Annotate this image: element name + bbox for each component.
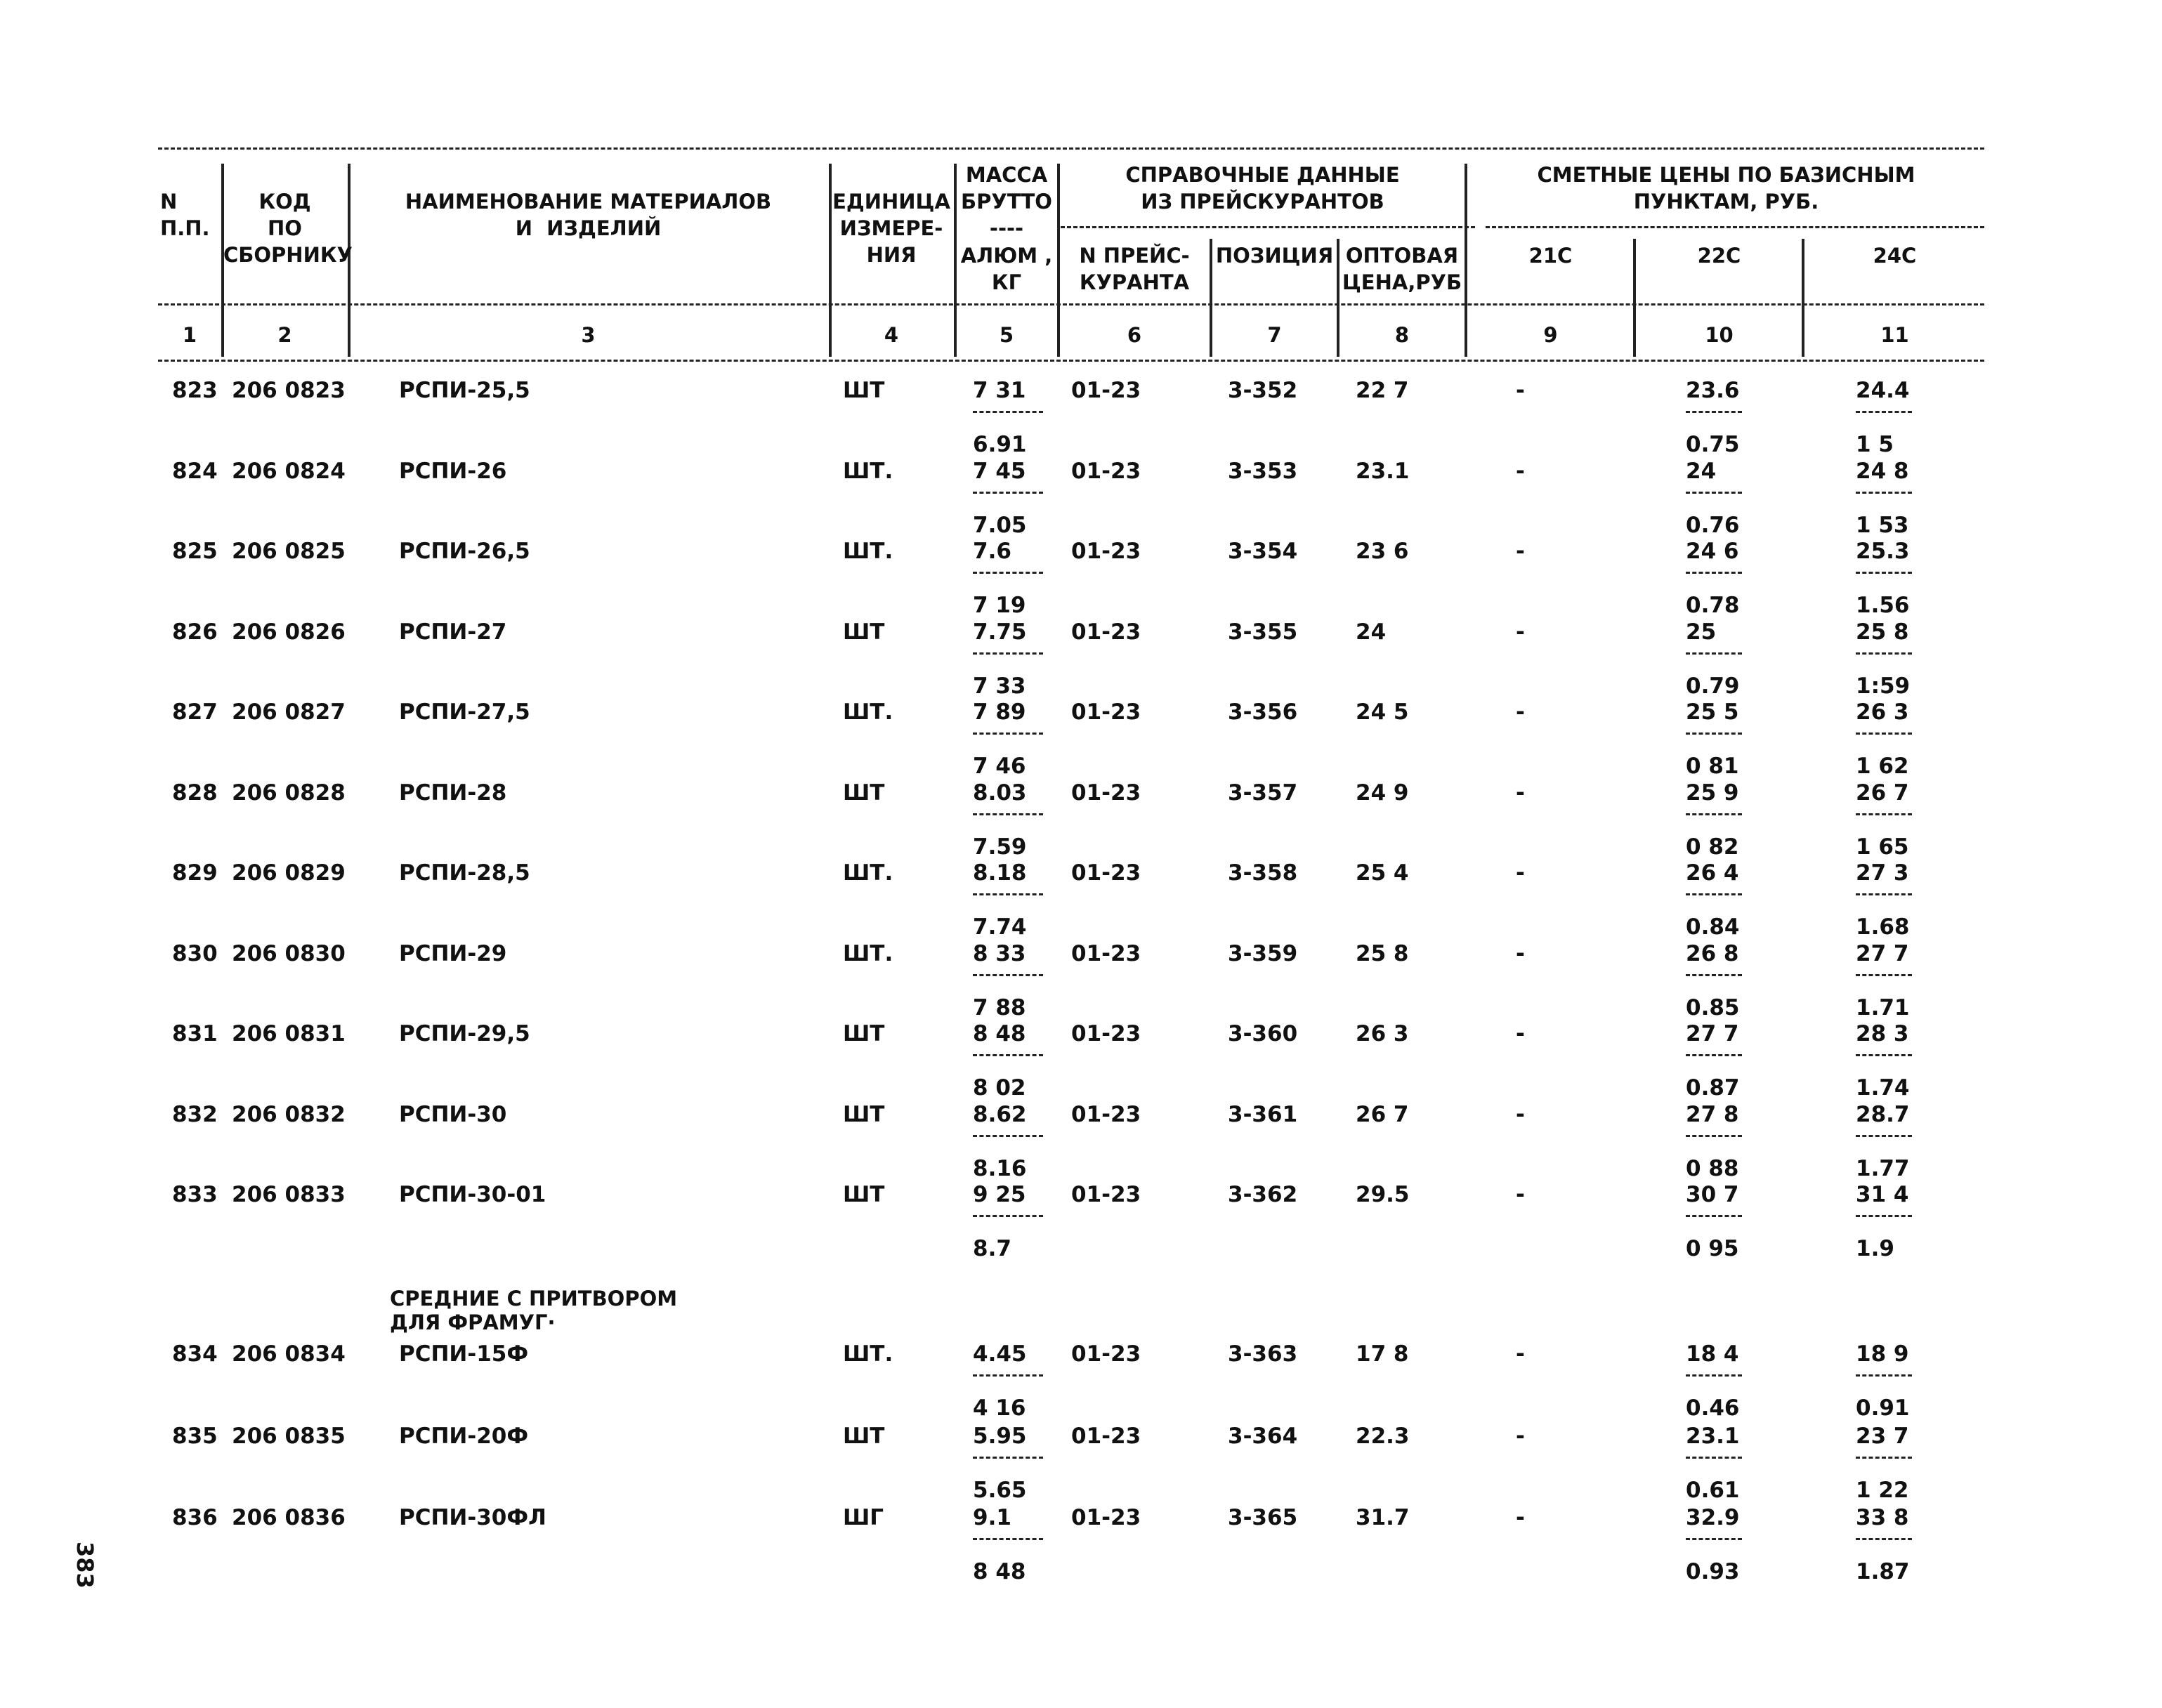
fraction-rule [1856, 974, 1912, 976]
col9-header: 21С [1528, 244, 1573, 268]
row-price-21c: - [1516, 1021, 1525, 1046]
row-number: 828 [172, 780, 218, 806]
row-unit: ШТ. [843, 940, 893, 966]
row-code: 206 0836 [232, 1505, 346, 1530]
row-price-22c: 24 [1686, 458, 1717, 484]
row-pricelist-number: 01-23 [1071, 619, 1141, 645]
row-price-22c-transport: 0.84 [1686, 914, 1740, 940]
row-pricelist-number: 01-23 [1071, 780, 1141, 806]
row-number: 824 [172, 458, 218, 484]
row-price-21c: - [1516, 619, 1525, 645]
row-pricelist-number: 01-23 [1071, 378, 1141, 403]
row-unit: ШТ. [843, 539, 893, 564]
row-price-21c: - [1516, 539, 1525, 564]
col5-header-bottom: АЛЮМ , КГ [960, 244, 1053, 294]
row-price-24c: 26 7 [1856, 780, 1909, 806]
row-unit: ШТ [843, 1423, 885, 1449]
fraction-rule [1686, 411, 1742, 413]
row-price-24c-transport: 1.77 [1856, 1155, 1910, 1181]
fraction-rule [1686, 1374, 1742, 1377]
row-price-24c-transport: 1.9 [1856, 1236, 1894, 1261]
row-price-24c: 31 4 [1856, 1182, 1909, 1207]
row-position: 3-352 [1228, 378, 1298, 403]
row-pricelist-number: 01-23 [1071, 1341, 1141, 1367]
row-price-24c: 28.7 [1856, 1101, 1910, 1127]
row-unit: ШТ. [843, 699, 893, 725]
row-price-24c-transport: 1 53 [1856, 512, 1909, 538]
row-price-24c-transport: 1.56 [1856, 593, 1910, 618]
row-price-24c: 24 8 [1856, 458, 1909, 484]
fraction-rule [1856, 1054, 1912, 1056]
row-mass: 9 25 [973, 1182, 1026, 1207]
row-price-21c: - [1516, 378, 1525, 403]
row-price-22c-transport: 0 88 [1686, 1155, 1739, 1181]
row-code: 206 0833 [232, 1182, 346, 1207]
row-position: 3-362 [1228, 1182, 1298, 1207]
fraction-rule [1856, 1215, 1912, 1217]
row-price-22c-transport: 0 81 [1686, 754, 1739, 779]
fraction-rule [973, 733, 1043, 735]
row-unit: ШТ. [843, 860, 893, 886]
section-title: СРЕДНИЕ С ПРИТВОРОМ ДЛЯ ФРАМУГ· [390, 1287, 678, 1334]
row-price-22c: 25 9 [1686, 780, 1739, 806]
row-unit: ШТ [843, 1021, 885, 1046]
price-group-rule [1486, 226, 1984, 228]
row-price-22c: 23.6 [1686, 378, 1740, 403]
row-mass: 8 48 [973, 1021, 1026, 1046]
row-item-name: РСПИ-29 [399, 940, 507, 966]
fraction-rule [1686, 733, 1742, 735]
row-wholesale-price: 24 [1356, 619, 1387, 645]
row-mass: 4.45 [973, 1341, 1027, 1367]
row-mass: 7.75 [973, 619, 1027, 645]
row-price-22c: 26 4 [1686, 860, 1739, 886]
row-price-21c: - [1516, 1505, 1525, 1530]
fraction-rule [1856, 1538, 1912, 1540]
row-price-22c: 27 7 [1686, 1021, 1739, 1046]
col-number: 6 [1127, 323, 1142, 347]
header-divider [1633, 239, 1636, 357]
row-item-name: РСПИ-27 [399, 619, 507, 645]
header-divider [1802, 239, 1804, 357]
row-price-24c: 28 3 [1856, 1021, 1909, 1046]
row-price-22c: 23.1 [1686, 1423, 1740, 1449]
row-price-22c-transport: 0.75 [1686, 432, 1740, 457]
col2-header: КОД ПО СБОРНИКУ [223, 190, 353, 267]
row-code: 206 0831 [232, 1021, 346, 1046]
row-mass-aluminium: 7.05 [973, 512, 1027, 538]
row-wholesale-price: 29.5 [1356, 1182, 1410, 1207]
fraction-rule [1686, 1457, 1742, 1459]
row-mass-aluminium: 6.91 [973, 432, 1027, 457]
row-code: 206 0827 [232, 699, 346, 725]
row-price-24c: 24.4 [1856, 378, 1910, 403]
fraction-rule [1856, 492, 1912, 494]
row-price-22c: 25 5 [1686, 699, 1739, 725]
fraction-rule [973, 1374, 1043, 1377]
row-price-24c: 25.3 [1856, 539, 1910, 564]
row-unit: ШТ [843, 1101, 885, 1127]
row-price-22c: 27 8 [1686, 1101, 1739, 1127]
fraction-rule [1856, 652, 1912, 655]
row-position: 3-358 [1228, 860, 1298, 886]
row-price-24c-transport: 1.68 [1856, 914, 1910, 940]
col7-header: ПОЗИЦИЯ [1215, 244, 1334, 268]
row-number: 826 [172, 619, 218, 645]
fraction-rule [1856, 1135, 1912, 1137]
fraction-rule [1856, 572, 1912, 574]
row-price-24c-transport: 1.71 [1856, 994, 1910, 1020]
row-wholesale-price: 26 3 [1356, 1021, 1409, 1046]
row-position: 3-361 [1228, 1101, 1298, 1127]
row-item-name: РСПИ-27,5 [399, 699, 530, 725]
row-item-name: РСПИ-26,5 [399, 539, 530, 564]
fraction-rule [1856, 1457, 1912, 1459]
row-number: 831 [172, 1021, 218, 1046]
fraction-rule [973, 652, 1043, 655]
row-mass-aluminium: 7.74 [973, 914, 1027, 940]
row-price-21c: - [1516, 1101, 1525, 1127]
fraction-rule [1856, 813, 1912, 815]
row-item-name: РСПИ-15Ф [399, 1341, 529, 1367]
row-price-21c: - [1516, 458, 1525, 484]
fraction-rule [1686, 572, 1742, 574]
col-number: 5 [999, 323, 1014, 347]
row-price-22c: 18 4 [1686, 1341, 1739, 1367]
fraction-rule [973, 1538, 1043, 1540]
row-price-22c: 25 [1686, 619, 1717, 645]
ref-group-rule [1061, 226, 1475, 228]
row-mass-aluminium: 7.59 [973, 834, 1027, 860]
row-pricelist-number: 01-23 [1071, 539, 1141, 564]
col8-header: ОПТОВАЯ ЦЕНА,РУБ [1342, 244, 1462, 294]
row-wholesale-price: 22.3 [1356, 1423, 1410, 1449]
row-wholesale-price: 24 9 [1356, 780, 1409, 806]
row-pricelist-number: 01-23 [1071, 1505, 1141, 1530]
row-item-name: РСПИ-30ФЛ [399, 1505, 546, 1530]
row-number: 833 [172, 1182, 218, 1207]
row-position: 3-355 [1228, 619, 1298, 645]
row-price-22c-transport: 0.85 [1686, 994, 1740, 1020]
row-number: 834 [172, 1341, 218, 1367]
fraction-rule [1856, 733, 1912, 735]
row-unit: ШТ. [843, 1341, 893, 1367]
col-number: 8 [1394, 323, 1410, 347]
row-price-24c: 25 8 [1856, 619, 1909, 645]
row-position: 3-363 [1228, 1341, 1298, 1367]
row-mass: 7.6 [973, 539, 1011, 564]
row-wholesale-price: 25 8 [1356, 940, 1409, 966]
row-number: 827 [172, 699, 218, 725]
page-number: 383 [72, 1542, 98, 1589]
row-price-22c: 30 7 [1686, 1182, 1739, 1207]
row-price-24c-transport: 0.91 [1856, 1395, 1910, 1421]
row-number: 829 [172, 860, 218, 886]
row-price-24c: 18 9 [1856, 1341, 1909, 1367]
row-wholesale-price: 24 5 [1356, 699, 1409, 725]
row-price-22c-transport: 0.79 [1686, 673, 1740, 699]
row-item-name: РСПИ-25,5 [399, 378, 530, 403]
fraction-rule [973, 974, 1043, 976]
col-number: 2 [277, 323, 292, 347]
fraction-rule [973, 1054, 1043, 1056]
row-price-22c-transport: 0 82 [1686, 834, 1739, 860]
row-price-22c: 32.9 [1686, 1505, 1740, 1530]
row-code: 206 0825 [232, 539, 346, 564]
row-mass-aluminium: 7 33 [973, 673, 1026, 699]
fraction-rule [1856, 411, 1912, 413]
row-price-22c-transport: 0.61 [1686, 1477, 1740, 1503]
row-unit: ШТ [843, 780, 885, 806]
header-mid-rule [158, 303, 1984, 306]
row-code: 206 0834 [232, 1341, 346, 1367]
fraction-rule [1856, 1374, 1912, 1377]
fraction-rule [973, 1457, 1043, 1459]
fraction-rule [1686, 492, 1742, 494]
row-unit: ШГ [843, 1505, 884, 1530]
row-mass-aluminium: 7 19 [973, 593, 1026, 618]
row-mass: 8.18 [973, 860, 1027, 886]
row-mass-aluminium: 8.7 [973, 1236, 1011, 1261]
row-pricelist-number: 01-23 [1071, 1182, 1141, 1207]
row-mass: 8.62 [973, 1101, 1027, 1127]
fraction-rule [1686, 813, 1742, 815]
row-item-name: РСПИ-28 [399, 780, 507, 806]
fraction-rule [1686, 1538, 1742, 1540]
row-number: 835 [172, 1423, 218, 1449]
row-pricelist-number: 01-23 [1071, 1423, 1141, 1449]
row-item-name: РСПИ-26 [399, 458, 507, 484]
row-price-24c-transport: 1.74 [1856, 1075, 1910, 1101]
row-mass: 7 45 [973, 458, 1026, 484]
row-price-22c-transport: 0.93 [1686, 1559, 1740, 1584]
row-price-21c: - [1516, 699, 1525, 725]
row-mass: 8 33 [973, 940, 1026, 966]
fraction-rule [973, 492, 1043, 494]
col4-header: ЕДИНИЦА ИЗМЕРЕ- НИЯ [832, 190, 950, 267]
fraction-rule [1686, 1215, 1742, 1217]
col-number: 3 [581, 323, 596, 347]
row-price-22c-transport: 0.46 [1686, 1395, 1740, 1421]
row-item-name: РСПИ-29,5 [399, 1021, 530, 1046]
row-mass-aluminium: 7 88 [973, 994, 1026, 1020]
row-mass: 7 89 [973, 699, 1026, 725]
row-pricelist-number: 01-23 [1071, 860, 1141, 886]
row-price-24c: 23 7 [1856, 1423, 1909, 1449]
row-price-22c: 26 8 [1686, 940, 1739, 966]
row-unit: ШТ [843, 378, 885, 403]
row-price-21c: - [1516, 860, 1525, 886]
row-price-24c: 33 8 [1856, 1505, 1909, 1530]
row-pricelist-number: 01-23 [1071, 940, 1141, 966]
col-number: 7 [1267, 323, 1282, 347]
header-divider [1337, 239, 1339, 357]
fraction-rule [1686, 1054, 1742, 1056]
row-code: 206 0828 [232, 780, 346, 806]
row-price-21c: - [1516, 940, 1525, 966]
fraction-rule [973, 411, 1043, 413]
row-item-name: РСПИ-30-01 [399, 1182, 546, 1207]
row-code: 206 0829 [232, 860, 346, 886]
row-wholesale-price: 31.7 [1356, 1505, 1410, 1530]
header-top-rule [158, 147, 1984, 150]
row-position: 3-364 [1228, 1423, 1298, 1449]
row-mass: 5.95 [973, 1423, 1027, 1449]
row-price-21c: - [1516, 780, 1525, 806]
row-price-24c-transport: 1 22 [1856, 1477, 1909, 1503]
col-number: 4 [884, 323, 899, 347]
row-code: 206 0832 [232, 1101, 346, 1127]
row-mass: 8.03 [973, 780, 1027, 806]
row-mass-aluminium: 8 48 [973, 1559, 1026, 1584]
fraction-rule [1856, 893, 1912, 895]
col6-header: N ПРЕЙС- КУРАНТА [1079, 244, 1190, 294]
row-price-22c: 24 6 [1686, 539, 1739, 564]
row-position: 3-359 [1228, 940, 1298, 966]
row-pricelist-number: 01-23 [1071, 1101, 1141, 1127]
col-number: 10 [1705, 323, 1734, 347]
row-wholesale-price: 23 6 [1356, 539, 1409, 564]
row-unit: ШТ [843, 1182, 885, 1207]
row-pricelist-number: 01-23 [1071, 699, 1141, 725]
row-number: 830 [172, 940, 218, 966]
col1-header: N П.П. [160, 190, 210, 240]
fraction-rule [973, 1215, 1043, 1217]
row-number: 823 [172, 378, 218, 403]
row-number: 832 [172, 1101, 218, 1127]
col-number: 9 [1543, 323, 1558, 347]
row-price-22c-transport: 0.87 [1686, 1075, 1740, 1101]
row-code: 206 0835 [232, 1423, 346, 1449]
header-divider [1057, 164, 1060, 357]
row-number: 825 [172, 539, 218, 564]
row-mass: 9.1 [973, 1505, 1011, 1530]
row-wholesale-price: 23.1 [1356, 458, 1410, 484]
fraction-rule [973, 813, 1043, 815]
row-unit: ШТ. [843, 458, 893, 484]
col3-header: НАИМЕНОВАНИЕ МАТЕРИАЛОВ И ИЗДЕЛИЙ [405, 190, 772, 240]
row-position: 3-357 [1228, 780, 1298, 806]
fraction-rule [1686, 652, 1742, 655]
row-price-24c: 27 7 [1856, 940, 1909, 966]
row-price-24c-transport: 1 65 [1856, 834, 1909, 860]
row-price-22c-transport: 0.76 [1686, 512, 1740, 538]
row-code: 206 0823 [232, 378, 346, 403]
row-mass-aluminium: 8.16 [973, 1155, 1027, 1181]
col5-header-top: МАССА БРУТТО ---- [961, 163, 1052, 240]
row-wholesale-price: 22 7 [1356, 378, 1409, 403]
row-number: 836 [172, 1505, 218, 1530]
row-item-name: РСПИ-20Ф [399, 1423, 529, 1449]
price-group-header: СМЕТНЫЕ ЦЕНЫ ПО БАЗИСНЫМ ПУНКТАМ, РУБ. [1537, 163, 1915, 214]
fraction-rule [1686, 974, 1742, 976]
row-code: 206 0826 [232, 619, 346, 645]
row-unit: ШТ [843, 619, 885, 645]
row-code: 206 0830 [232, 940, 346, 966]
fraction-rule [973, 1135, 1043, 1137]
row-mass-aluminium: 8 02 [973, 1075, 1026, 1101]
row-position: 3-360 [1228, 1021, 1298, 1046]
row-price-24c-transport: 1 5 [1856, 432, 1894, 457]
fraction-rule [973, 893, 1043, 895]
ref-group-header: СПРАВОЧНЫЕ ДАННЫЕ ИЗ ПРЕЙСКУРАНТОВ [1125, 163, 1400, 214]
row-item-name: РСПИ-30 [399, 1101, 507, 1127]
row-position: 3-353 [1228, 458, 1298, 484]
fraction-rule [1686, 893, 1742, 895]
row-wholesale-price: 26 7 [1356, 1101, 1409, 1127]
row-price-21c: - [1516, 1423, 1525, 1449]
header-divider [1465, 164, 1467, 357]
row-price-24c-transport: 1 62 [1856, 754, 1909, 779]
row-wholesale-price: 17 8 [1356, 1341, 1409, 1367]
row-mass: 7 31 [973, 378, 1026, 403]
col-number: 1 [182, 323, 197, 347]
header-bottom-rule [158, 360, 1984, 362]
row-pricelist-number: 01-23 [1071, 458, 1141, 484]
fraction-rule [973, 572, 1043, 574]
row-price-22c-transport: 0.78 [1686, 593, 1740, 618]
row-item-name: РСПИ-28,5 [399, 860, 530, 886]
row-position: 3-354 [1228, 539, 1298, 564]
row-price-24c: 26 3 [1856, 699, 1909, 725]
row-pricelist-number: 01-23 [1071, 1021, 1141, 1046]
row-mass-aluminium: 5.65 [973, 1477, 1027, 1503]
col11-header: 24С [1873, 244, 1917, 268]
header-divider [1210, 239, 1212, 357]
row-price-24c-transport: 1.87 [1856, 1559, 1910, 1584]
row-mass-aluminium: 7 46 [973, 754, 1026, 779]
row-price-21c: - [1516, 1341, 1525, 1367]
row-wholesale-price: 25 4 [1356, 860, 1409, 886]
row-price-24c: 27 3 [1856, 860, 1909, 886]
row-price-22c-transport: 0 95 [1686, 1236, 1739, 1261]
row-position: 3-365 [1228, 1505, 1298, 1530]
row-code: 206 0824 [232, 458, 346, 484]
row-position: 3-356 [1228, 699, 1298, 725]
col-number: 11 [1880, 323, 1909, 347]
row-price-21c: - [1516, 1182, 1525, 1207]
col10-header: 22С [1697, 244, 1741, 268]
fraction-rule [1686, 1135, 1742, 1137]
row-mass-aluminium: 4 16 [973, 1395, 1026, 1421]
row-price-24c-transport: 1:59 [1856, 673, 1911, 699]
